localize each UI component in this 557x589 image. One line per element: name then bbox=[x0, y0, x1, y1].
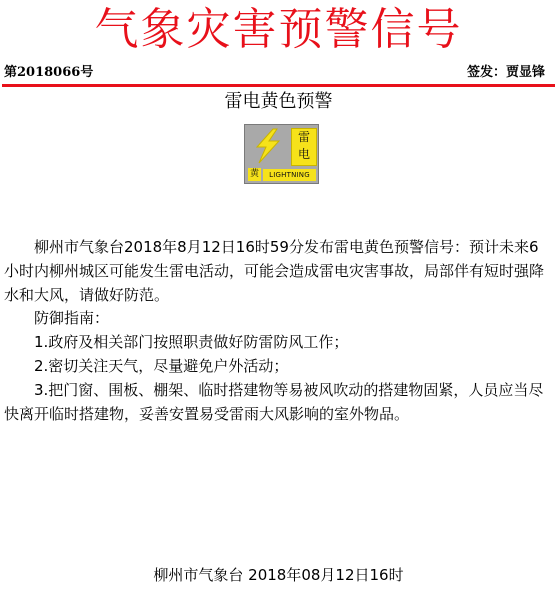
alert-title: 雷电黄色预警 bbox=[224, 91, 333, 112]
document-title: 气象灾害预警信号 bbox=[94, 4, 463, 55]
alert-paragraph: 柳州市气象台2018年8月12日16时59分发布雷电黄色预警信号：预计未来6小时内柳州城区可能发生雷电活动，可能会造成雷电灾害事故，局部伴有短时强降水和大风，请做好防范。 bbox=[4, 238, 545, 304]
guide-item: 2.密切关注天气，尽量避免户外活动； bbox=[34, 356, 289, 375]
alert-body bbox=[4, 236, 550, 426]
header-rule bbox=[2, 84, 555, 87]
icon-code-label: LIGHTNING bbox=[263, 169, 316, 181]
guide-item: 1.政府及相关部门按照职责做好防雷防风工作； bbox=[34, 333, 349, 352]
icon-level-badge: 黄 bbox=[249, 169, 259, 179]
guide-heading: 防御指南： bbox=[34, 309, 110, 328]
issue-number: 第2018066号 bbox=[4, 65, 94, 80]
footer-issuer-date: 柳州市气象台 2018年08月12日16时 bbox=[153, 566, 404, 584]
lightning-yellow-warning-icon bbox=[244, 124, 319, 184]
guide-item: 3.把门窗、围板、棚架、临时搭建物等易被风吹动的搭建物固紧，人员应当尽快离开临时搭建物，妥善安置易受雷雨大风影响的室外物品。 bbox=[4, 380, 544, 423]
icon-chars: 雷 电 bbox=[291, 128, 317, 166]
lightning-bolt-icon bbox=[247, 127, 289, 165]
signer: 签发：贾显锋 bbox=[466, 65, 545, 80]
